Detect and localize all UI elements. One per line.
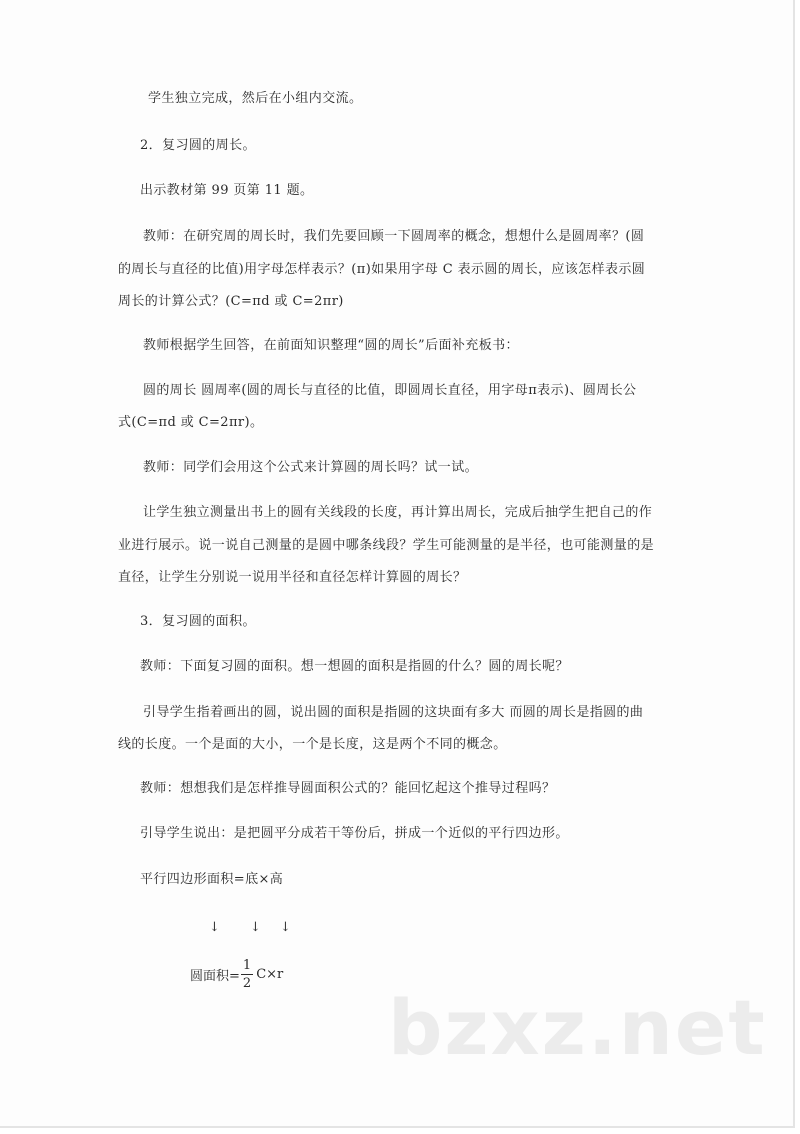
paragraph-student-independent: 学生独立完成，然后在小组内交流。 bbox=[148, 91, 363, 106]
fraction-one-half bbox=[241, 958, 253, 991]
paragraph-teacher-try: 教师：同学们会用这个公式来计算圆的周长吗？试一试。 bbox=[143, 460, 479, 475]
paragraph-guide-parallelogram: 引导学生说出：是把圆平分成若干等份后，拼成一个近似的平行四边形。 bbox=[140, 826, 569, 841]
paragraph-measure-line2: 业进行展示。说一说自己测量的是圆中哪条线段？学生可能测量的是半径，也可能测量的是 bbox=[118, 538, 655, 553]
fraction-denominator: 2 bbox=[242, 976, 252, 991]
paragraph-board-writing: 教师根据学生回答，在前面知识整理“圆的周长”后面补充板书： bbox=[143, 338, 519, 353]
down-arrow-icon: ↓ bbox=[209, 920, 220, 935]
paragraph-teacher-pi-line2: 的周长与直径的比值)用字母怎样表示？(π)如果用字母 C 表示圆的周长，应该怎样表示圆 bbox=[118, 262, 646, 277]
paragraph-teacher-pi-line1: 教师：在研究周的周长时，我们先要回顾一下圆周率的概念，想想什么是圆周率？(圆 bbox=[143, 229, 645, 244]
paragraph-teacher-pi-line3: 周长的计算公式？(C=πd 或 C=2πr) bbox=[118, 294, 344, 309]
paragraph-circumference-summary-line1: 圆的周长 圆周率(圆的周长与直径的比值，即圆周长直径，用字母π表示)、圆周长公 bbox=[143, 383, 637, 398]
paragraph-measure-line3: 直径，让学生分别说一说用半径和直径怎样计算圆的周长？ bbox=[118, 570, 467, 585]
parallelogram-area-formula: 平行四边形面积=底×高 bbox=[140, 872, 284, 887]
paragraph-show-textbook: 出示教材第 99 页第 11 题。 bbox=[140, 183, 314, 198]
paragraph-measure-line1: 让学生独立测量出书上的圆有关线段的长度，再计算出周长，完成后抽学生把自己的作 bbox=[143, 505, 653, 520]
paragraph-teacher-area: 教师：下面复习圆的面积。想一想圆的面积是指圆的什么？圆的周长呢？ bbox=[140, 659, 569, 674]
fraction-numerator: 1 bbox=[242, 958, 252, 973]
down-arrow-icon: ↓ bbox=[280, 920, 291, 935]
paragraph-guide-area-line1: 引导学生指着画出的圆，说出圆的面积是指圆的这块面有多大 而圆的周长是指圆的曲 bbox=[143, 705, 644, 720]
paragraph-teacher-derive: 教师：想想我们是怎样推导圆面积公式的？能回忆起这个推导过程吗？ bbox=[140, 781, 556, 796]
paragraph-guide-area-line2: 线的长度。一个是面的大小，一个是长度，这是两个不同的概念。 bbox=[118, 737, 507, 752]
down-arrow-icon: ↓ bbox=[250, 920, 261, 935]
formula-prefix: 圆面积= bbox=[190, 969, 240, 984]
section-heading-area: 3．复习圆的面积。 bbox=[140, 614, 256, 629]
paragraph-circumference-summary-line2: 式(C=πd 或 C=2πr)。 bbox=[118, 415, 264, 430]
formula-suffix: C×r bbox=[256, 967, 284, 982]
watermark: bzxz.net bbox=[388, 983, 767, 1072]
section-heading-circumference: 2．复习圆的周长。 bbox=[140, 138, 256, 153]
circle-area-formula bbox=[190, 958, 283, 991]
